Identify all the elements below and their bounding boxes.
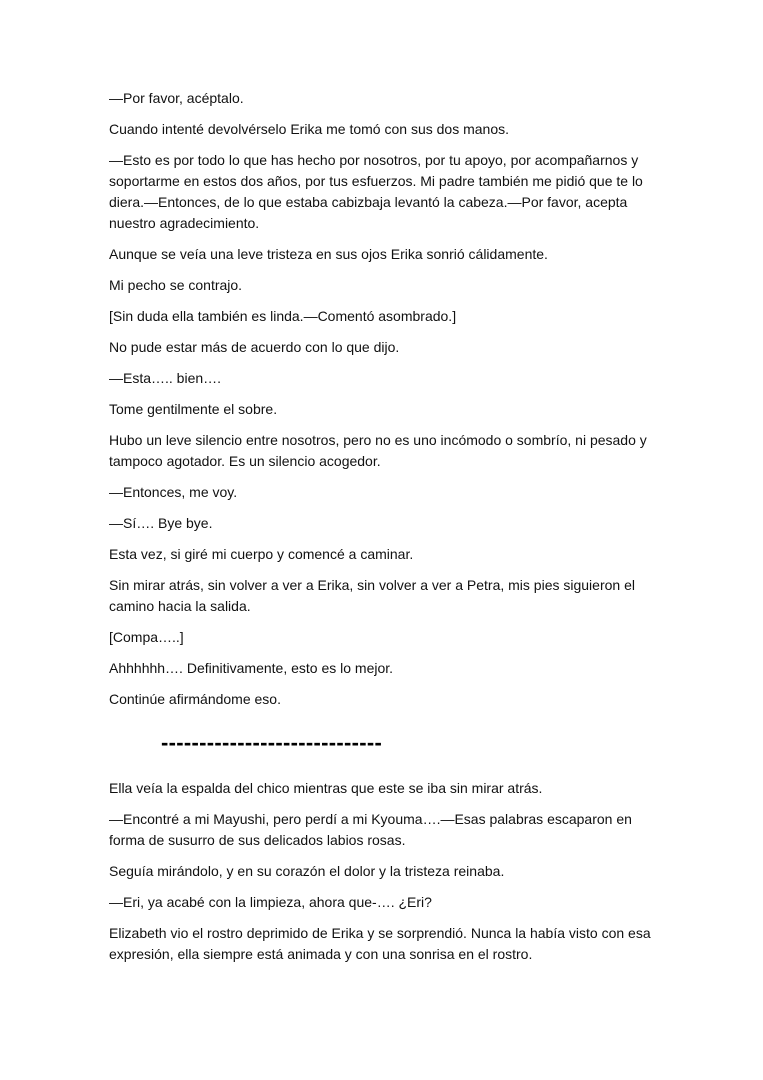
- paragraph: Tome gentilmente el sobre.: [109, 401, 278, 417]
- paragraph: —Entonces, me voy.: [109, 484, 238, 500]
- paragraph: Hubo un leve silencio entre nosotros, pero no es uno incómodo o sombrío, ni pesado y tampoco agotador. Es un silencio acogedor.: [109, 432, 647, 469]
- paragraph: Cuando intenté devolvérselo Erika me tomó con sus dos manos.: [109, 121, 509, 137]
- paragraph: No pude estar más de acuerdo con lo que dijo.: [109, 339, 400, 355]
- paragraph: Esta vez, si giré mi cuerpo y comencé a caminar.: [109, 546, 414, 562]
- paragraph: Seguía mirándolo, y en su corazón el dolor y la tristeza reinaba.: [109, 863, 505, 879]
- paragraph: —Eri, ya acabé con la limpieza, ahora que-…. ¿Eri?: [109, 894, 432, 910]
- paragraph: Sin mirar atrás, sin volver a ver a Erika, sin volver a ver a Petra, mis pies siguieron el camino hacia la salida.: [109, 577, 635, 614]
- paragraph: Ahhhhhh…. Definitivamente, esto es lo mejor.: [109, 660, 394, 676]
- document-page: [109, 88, 655, 975]
- paragraph: [Compa…..]: [109, 629, 184, 645]
- paragraph: Ella veía la espalda del chico mientras que este se iba sin mirar atrás.: [109, 780, 543, 796]
- paragraph: —Por favor, acéptalo.: [109, 90, 244, 106]
- paragraph: —Encontré a mi Mayushi, pero perdí a mi Kyouma….—Esas palabras escaparon en forma de susurro de sus delicados labios rosas.: [109, 811, 632, 848]
- section-divider: -----------------------------: [161, 730, 383, 755]
- paragraph: Continúe afirmándome eso.: [109, 691, 281, 707]
- paragraph: Mi pecho se contrajo.: [109, 277, 243, 293]
- paragraph: —Esto es por todo lo que has hecho por nosotros, por tu apoyo, por acompañarnos y soportarme en estos dos años, por tus esfuerzos. Mi padre también me pidió que te lo diera.—Entonces, de lo que estaba cabizbaja levantó la cabeza.—Por favor, acepta nuestro agradecimiento.: [109, 152, 643, 231]
- paragraph: —Esta….. bien….: [109, 370, 222, 386]
- paragraph: Elizabeth vio el rostro deprimido de Erika y se sorprendió. Nunca la había visto con esa expresión, ella siempre está animada y con una sonrisa en el rostro.: [109, 925, 651, 962]
- paragraph: [Sin duda ella también es linda.—Comentó asombrado.]: [109, 308, 457, 324]
- paragraph: —Sí…. Bye bye.: [109, 515, 213, 531]
- paragraph: Aunque se veía una leve tristeza en sus ojos Erika sonrió cálidamente.: [109, 246, 548, 262]
